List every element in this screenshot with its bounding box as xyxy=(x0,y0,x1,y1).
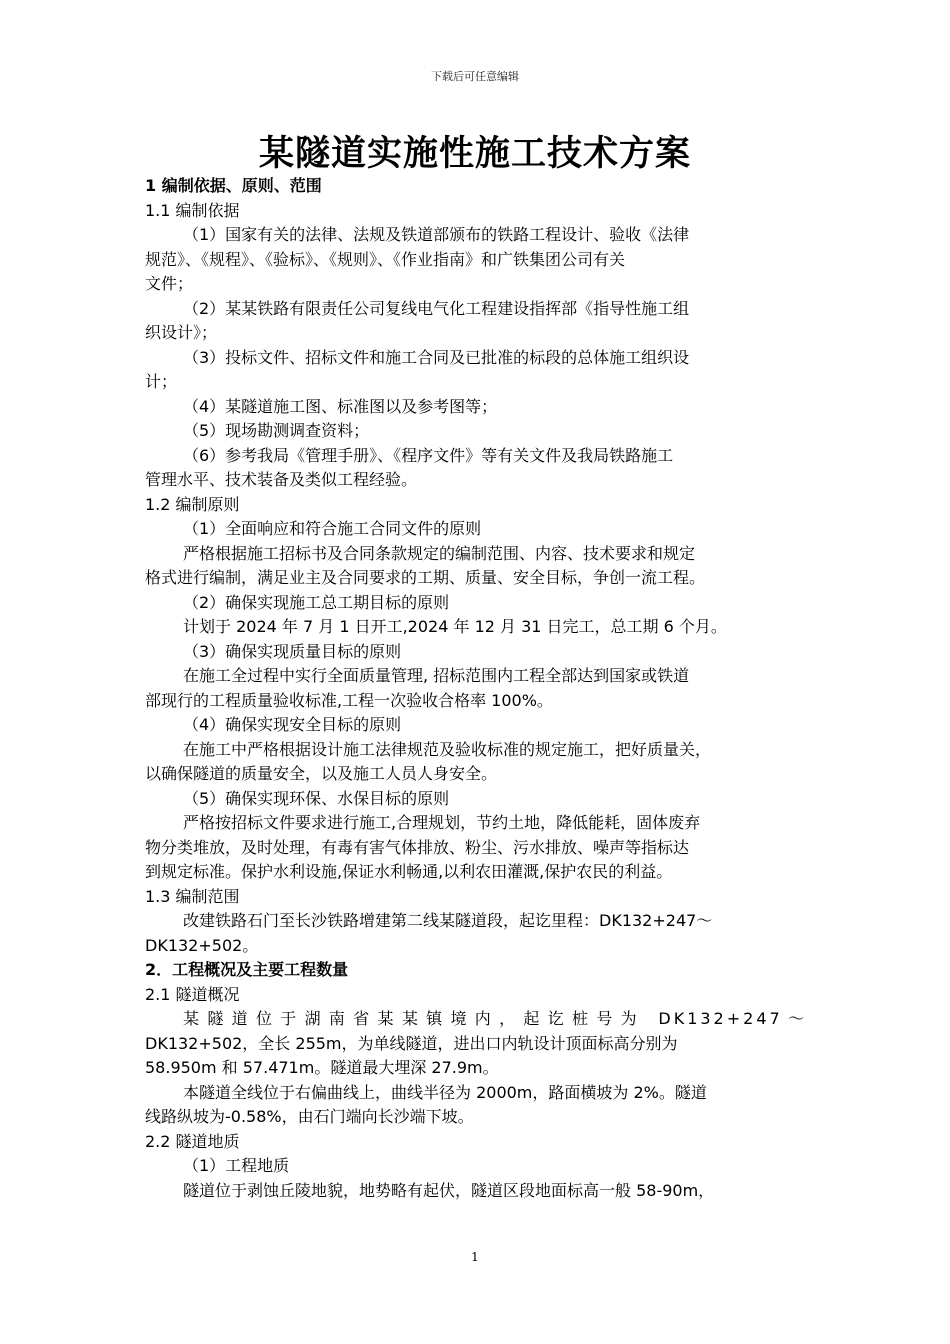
paragraph-line: DK132+502，全长 255m，为单线隧道，进出口内轨设计顶面标高分别为 xyxy=(145,1033,678,1053)
paragraph-line: （1）工程地质 xyxy=(183,1156,290,1175)
paragraph-line: 计划于 2024 年 7 月 1 日开工,2024 年 12 月 31 日完工，总工期 6 个月。 xyxy=(183,617,727,636)
paragraph-line: DK132+502。 xyxy=(145,935,259,955)
paragraph-line: （4）确保实现安全目标的原则 xyxy=(183,715,402,734)
paragraph-line: 织设计》； xyxy=(145,323,218,342)
paragraph-line: 改建铁路石门至长沙铁路增建第二线某隧道段，起讫里程：DK132+247～ xyxy=(183,911,713,930)
heading-1-3: 1.3 编制范围 xyxy=(145,886,240,906)
paragraph-line: （5）现场勘测调查资料； xyxy=(183,421,370,440)
paragraph-line: 严格按招标文件要求进行施工,合理规划，节约土地，降低能耗，固体废弃 xyxy=(183,813,701,832)
paragraph-line: （2）某某铁路有限责任公司复线电气化工程建设指挥部《指导性施工组 xyxy=(183,298,690,318)
paragraph-line: 某隧道位于湖南省某某镇境内，起讫桩号为 DK132+247～ xyxy=(183,1009,807,1028)
paragraph-line: 计； xyxy=(145,372,178,391)
paragraph-line: （6）参考我局《管理手册》、《程序文件》等有关文件及我局铁路施工 xyxy=(183,445,674,465)
heading-1-1: 1.1 编制依据 xyxy=(145,200,240,220)
paragraph-line: （3）投标文件、招标文件和施工合同及已批准的标段的总体施工组织设 xyxy=(183,347,690,367)
heading-2-2: 2.2 隧道地质 xyxy=(145,1131,240,1151)
paragraph-line: 58.950m 和 57.471m。隧道最大埋深 27.9m。 xyxy=(145,1058,499,1077)
paragraph-line: 文件； xyxy=(145,274,194,293)
paragraph-line: （2）确保实现施工总工期目标的原则 xyxy=(183,592,450,612)
paragraph-line: （1）国家有关的法律、法规及铁道部颁布的铁路工程设计、验收《法律 xyxy=(183,225,690,244)
paragraph-line: （4）某隧道施工图、标准图以及参考图等； xyxy=(183,396,498,416)
paragraph-line: 物分类堆放，及时处理，有毒有害气体排放、粉尘、污水排放、噪声等指标达 xyxy=(145,837,690,857)
heading-2: 2．工程概况及主要工程数量 xyxy=(145,960,349,979)
paragraph-line: （3）确保实现质量目标的原则 xyxy=(183,641,402,661)
paragraph-line: 到规定标准。保护水利设施,保证水利畅通,以利农田灌溉,保护农民的利益。 xyxy=(145,862,673,881)
paragraph-line: 线路纵坡为-0.58%，由石门端向长沙端下坡。 xyxy=(145,1107,474,1126)
page-number: 1 xyxy=(471,1250,479,1264)
paragraph-line: 严格根据施工招标书及合同条款规定的编制范围、内容、技术要求和规定 xyxy=(183,543,696,563)
page-header-note: 下载后可任意编辑 xyxy=(431,70,519,83)
paragraph-line: 在施工中严格根据设计施工法律规范及验收标准的规定施工，把好质量关， xyxy=(183,739,712,759)
paragraph-line: 本隧道全线位于右偏曲线上，曲线半径为 2000m，路面横坡为 2%。隧道 xyxy=(183,1082,707,1102)
heading-2-1: 2.1 隧道概况 xyxy=(145,984,240,1004)
paragraph-line: 在施工全过程中实行全面质量管理, 招标范围内工程全部达到国家或铁道 xyxy=(183,666,690,685)
document-body xyxy=(145,174,807,1203)
paragraph-line: 以确保隧道的质量安全，以及施工人员人身安全。 xyxy=(145,764,498,783)
document-title: 某隧道实施性施工技术方案 xyxy=(258,134,691,174)
paragraph-line: 部现行的工程质量验收标准,工程一次验收合格率 100%。 xyxy=(145,690,553,710)
paragraph-line: 隧道位于剥蚀丘陵地貌，地势略有起伏，隧道区段地面标高一般 58-90m， xyxy=(183,1180,715,1200)
paragraph-line: 格式进行编制，满足业主及合同要求的工期、质量、安全目标，争创一流工程。 xyxy=(145,568,706,587)
heading-1-2: 1.2 编制原则 xyxy=(145,494,240,514)
paragraph-line: 管理水平、技术装备及类似工程经验。 xyxy=(145,470,418,489)
paragraph-line: 规范》、《规程》、《验标》、《规则》、《作业指南》和广铁集团公司有关 xyxy=(145,249,626,269)
heading-1: 1 编制依据、原则、范围 xyxy=(145,176,322,195)
paragraph-line: （1）全面响应和符合施工合同文件的原则 xyxy=(183,519,482,538)
paragraph-line: （5）确保实现环保、水保目标的原则 xyxy=(183,788,450,808)
